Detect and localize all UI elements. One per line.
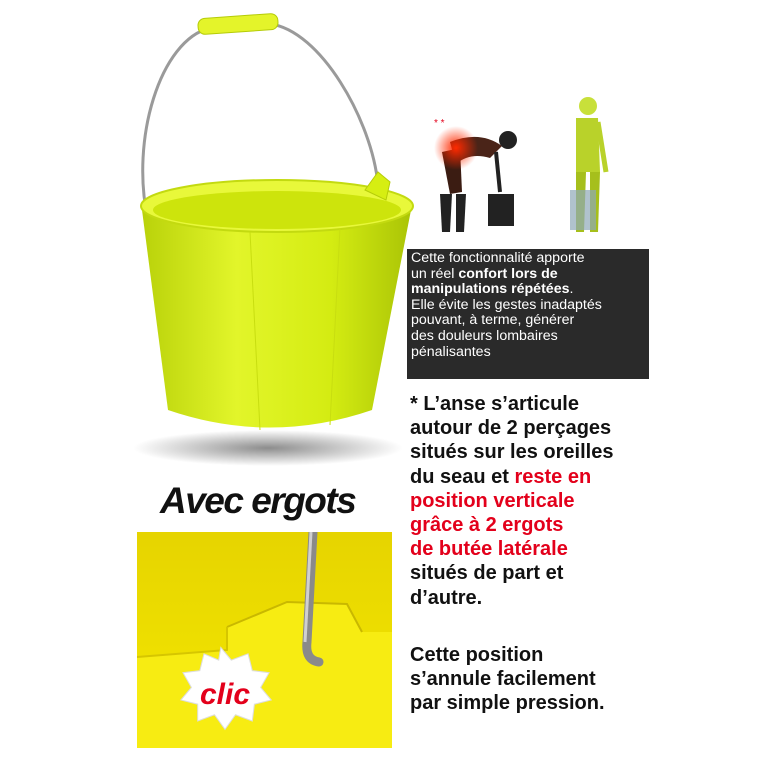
info-line: pouvant, à terme, générer [411,312,575,329]
lug-closeup-image [137,532,392,748]
info-line: des douleurs lombaires [411,327,558,344]
ergonomics-info-box [407,249,649,379]
clic-badge: clic [199,678,251,711]
info-line: Elle évite les gestes inadaptés [411,296,602,313]
lugs-heading: Avec ergots [160,480,356,521]
worker-bent-pictogram [420,112,530,247]
info-line: un réel confort lors de [411,265,558,282]
release-description: Cette position s’annule facilement par simple pression. [410,644,605,715]
worker-upright-pictogram [550,92,620,247]
handle-description: * L’anse s’articule autour de 2 perçages situés sur les oreilles du seau et reste en position verticale grâce à 2 ergots de butée latérale situés de part et d’autre. [410,393,614,609]
info-line: manipulations répétées. [411,281,574,298]
info-line: pénalisantes [411,343,491,360]
bucket-image [90,0,430,470]
info-line: Cette fonctionnalité apporte [411,250,585,266]
svg-text:* *: * * [434,118,445,129]
